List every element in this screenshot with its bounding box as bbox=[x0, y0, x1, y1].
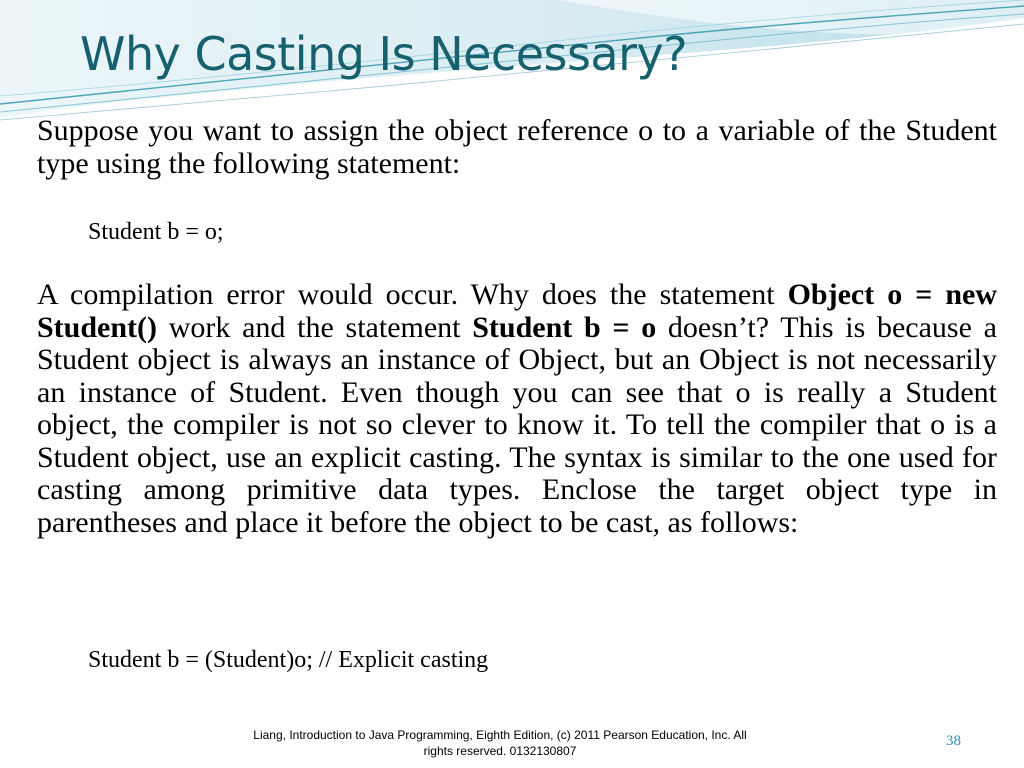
explanation-paragraph bbox=[37, 279, 997, 539]
explanation-text-1: A compilation error would occur. Why does the statement bbox=[37, 278, 788, 311]
code-statement-implicit: Student b = o; bbox=[88, 219, 224, 245]
explanation-text-2: work and the statement bbox=[157, 310, 473, 344]
footer-copyright bbox=[200, 727, 800, 759]
footer-line-2: rights reserved. 0132130807 bbox=[423, 744, 577, 758]
bold-code-object-new-student: Object o = new Student() bbox=[37, 278, 997, 344]
bold-code-student-b-o: Student b = o bbox=[472, 310, 657, 344]
intro-paragraph: Suppose you want to assign the object reference o to a variable of the Student type using the following statement: bbox=[37, 114, 997, 180]
footer-line-1: Liang, Introduction to Java Programming, Eighth Edition, (c) 2011 Pearson Education, Inc. All bbox=[253, 728, 747, 742]
code-statement-explicit-cast: Student b = (Student)o; // Explicit casting bbox=[88, 647, 489, 673]
explanation-text-3: doesn’t? This is because a Student object is always an instance of Object, but an Object is not necessarily an instance of Student. Even though you can see that o is really a Student object, the compiler is not so clever to know it. To tell the compiler that o is a Student object, use an explicit casting. The syntax is similar to the one used for casting among primitive data types. Enclose the target object type in parentheses and place it before the object to be cast, as follows: bbox=[37, 310, 997, 539]
slide-title: Why Casting Is Necessary? bbox=[80, 27, 688, 81]
page-number: 38 bbox=[946, 733, 961, 749]
